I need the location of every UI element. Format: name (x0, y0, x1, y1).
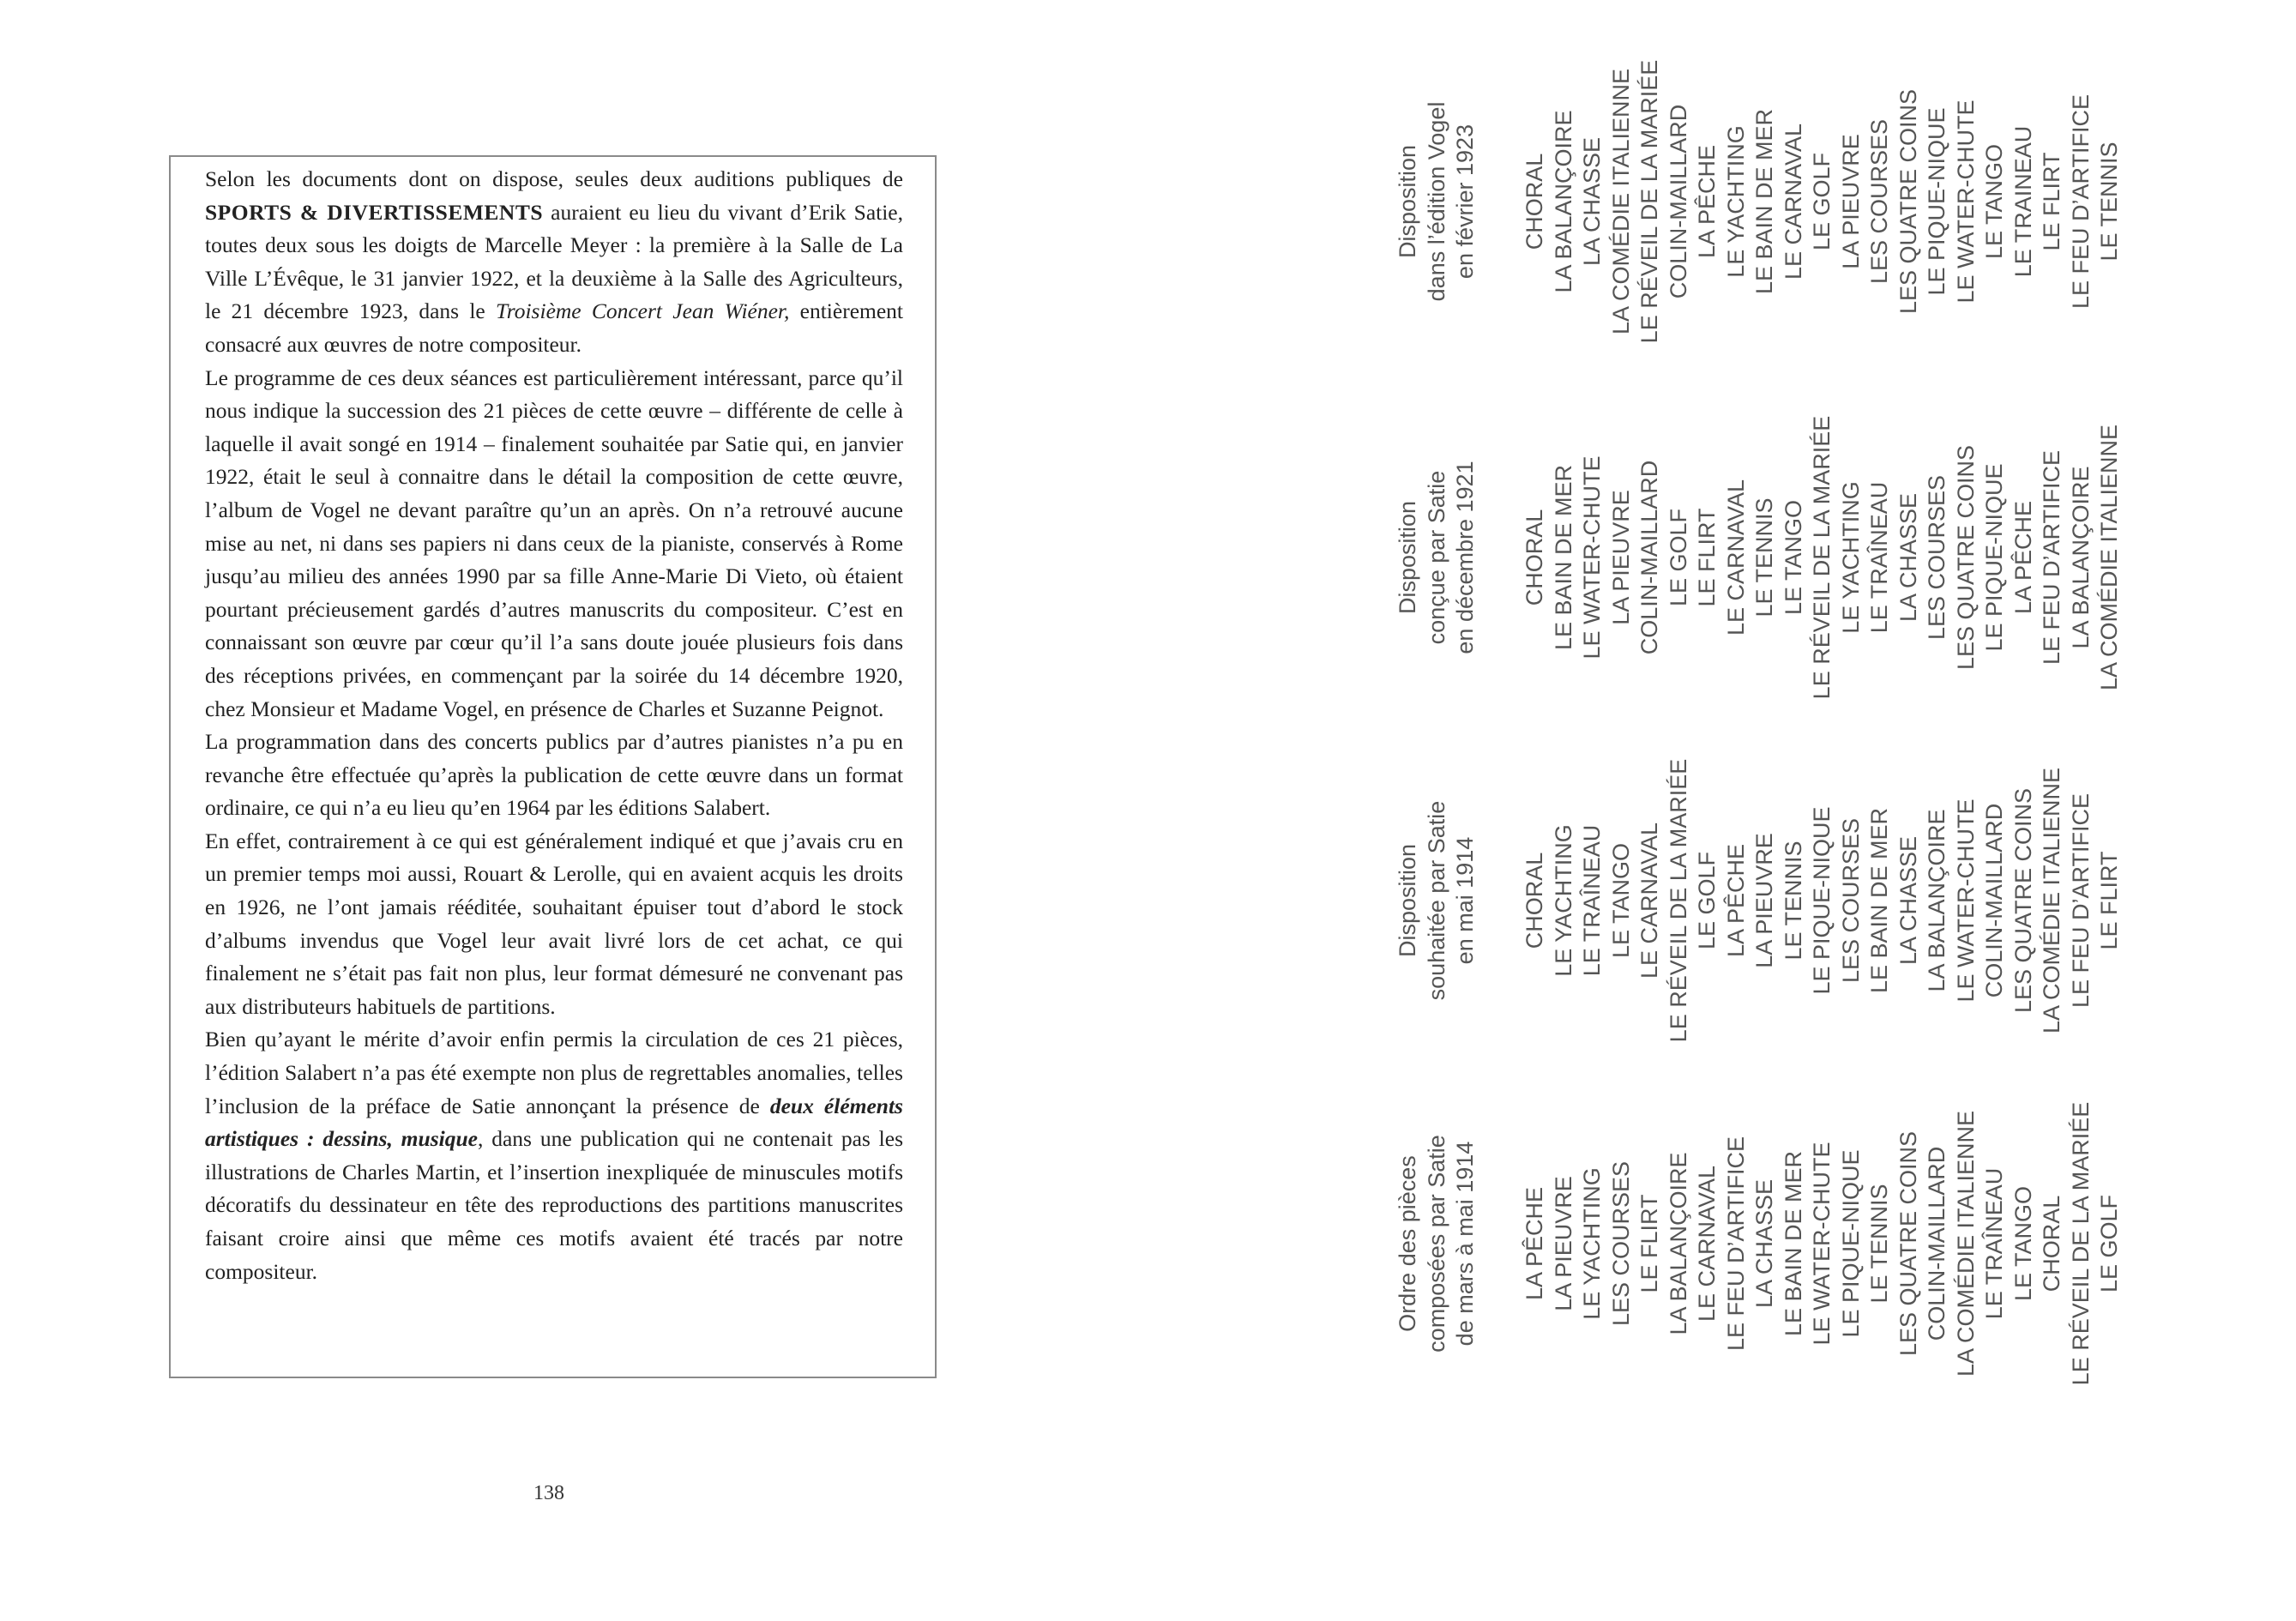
piece-title: LE WATER-CHUTE (1579, 455, 1605, 660)
column-header-line: en décembre 1921 (1452, 461, 1478, 654)
piece-title: LES COURSES (1837, 817, 1864, 984)
column-header-line: en mai 1914 (1452, 836, 1478, 965)
column-header-line: en février 1923 (1452, 124, 1478, 280)
text-run: La programmation dans des concerts publics par d’autres pianistes n’a pu en revanche être effectuée qu’après la publication de cette œuvre dans un format ordinaire, ce qui n’a eu lieu qu’en 1964 par les éditions Salabert. (205, 729, 903, 821)
piece-title: LE TENNIS (1866, 1184, 1892, 1304)
piece-title: LA BALANÇOIRE (2067, 466, 2094, 649)
piece-title: LE YACHTING (1579, 1167, 1605, 1320)
piece-title: LE TANGO (2010, 1185, 2036, 1302)
piece-title: COLIN-MAILLARD (1636, 460, 1662, 655)
piece-title: LE PIQUE-NIQUE (1924, 107, 1949, 296)
piece-title: LA PÊCHE (1694, 144, 1720, 259)
piece-title: LA PIEUVRE (1607, 490, 1634, 625)
piece-title: LE FEU D’ARTIFICE (2039, 449, 2064, 666)
piece-title: LA CHASSE (1895, 492, 1921, 623)
table-column (1394, 356, 2124, 759)
piece-title: LE RÉVEIL DE LA MARIÉE (2067, 1101, 2094, 1386)
piece-title: LE FLIRT (2039, 152, 2064, 251)
piece-list (1521, 0, 2124, 403)
piece-title: LE FEU D’ARTIFICE (2067, 792, 2094, 1009)
column-header-line: Disposition (1395, 500, 1420, 615)
piece-title: LA BALANÇOIRE (1665, 1152, 1691, 1335)
piece-title: LES QUATRE COINS (1952, 444, 1979, 671)
piece-title: LES QUATRE COINS (1895, 1130, 1921, 1357)
piece-title: LE BAIN DE MER (1780, 1150, 1806, 1337)
piece-title: LA BALANÇOIRE (1550, 110, 1576, 293)
concert-title: Troisième Concert Jean Wiéner, (495, 298, 790, 324)
piece-title: LE BAIN DE MER (1751, 108, 1777, 295)
piece-title: LA PÊCHE (2010, 500, 2036, 615)
piece-title: LE TRAÎNEAU (1866, 481, 1892, 634)
piece-list (1521, 1042, 2124, 1445)
piece-title: LE YACHTING (1550, 824, 1576, 977)
piece-title: LE YACHTING (1837, 481, 1864, 634)
piece-title: LE CARNAVAL (1722, 479, 1749, 636)
column-header (1394, 699, 1479, 1102)
column-header-line: composées par Satie (1423, 1135, 1449, 1353)
piece-title: CHORAL (1522, 509, 1547, 606)
piece-title: LE RÉVEIL DE LA MARIÉE (1809, 415, 1835, 700)
text-run: auraient eu lieu du vivant d’Erik Satie, toutes deux sous les doigts de Marcelle Meyer : la première à la Salle de La Ville L’Évêque, le 31 janvier 1922, et la deuxième à la Salle des Agriculteurs, le 21 décembre 1923, dans le (205, 199, 904, 324)
piece-title: LES COURSES (1607, 1160, 1634, 1327)
piece-title: LA CHASSE (1751, 1178, 1777, 1309)
piece-title: LE RÉVEIL DE LA MARIÉE (1665, 758, 1691, 1043)
piece-title: LE WATER-CHUTE (1809, 1142, 1835, 1346)
piece-title: LA PÊCHE (1722, 843, 1749, 958)
piece-title: LA COMÉDIE ITALIENNE (1952, 1110, 1979, 1377)
piece-title: LE PIQUE-NIQUE (1837, 1149, 1864, 1338)
piece-title: LES QUATRE COINS (2010, 787, 2036, 1014)
piece-title: LE CARNAVAL (1780, 123, 1806, 280)
paragraph (205, 163, 903, 362)
piece-title: LE GOLF (2096, 1194, 2122, 1293)
piece-title: LE FEU D’ARTIFICE (2067, 93, 2094, 310)
paragraph (205, 362, 903, 726)
piece-title: LE TRAÎNEAU (1981, 1167, 2007, 1320)
column-header (1394, 0, 1479, 403)
text-run: En effet, contrairement à ce qui est généralement indiqué et que j’avais cru en un premier temps moi aussi, Rouart & Lerolle, qui en avaient acquis les droits en 1926, ne l’ont jamais rééditée, souhaitant épuiser tout d’abord le stock d’albums invendus que Vogel leur avait livré lors de cet achat, ce qui finalement ne s’était pas fait non plus, leur format démesuré ne convenant pas aux distributeurs habituels de partitions. (205, 828, 903, 1019)
piece-title: LA COMÉDIE ITALIENNE (2039, 767, 2064, 1034)
column-header-line: Disposition (1395, 843, 1420, 958)
table-column (1394, 1042, 2124, 1445)
page-number: 138 (533, 1482, 564, 1504)
piece-title: LE BAIN DE MER (1550, 464, 1576, 651)
piece-title: LE BAIN DE MER (1866, 807, 1892, 994)
text-box (169, 155, 937, 1378)
piece-title: LA BALANÇOIRE (1924, 809, 1949, 992)
table-column (1394, 0, 2124, 403)
piece-title: LE WATER-CHUTE (1952, 798, 1979, 1003)
piece-title: COLIN-MAILLARD (1665, 104, 1691, 299)
emphasis-quote: deux éléments artistiques : dessins, musique (205, 1093, 903, 1152)
column-header-line: Disposition (1395, 144, 1420, 259)
piece-title: CHORAL (2039, 1195, 2064, 1293)
piece-title: LE TANGO (1981, 143, 2007, 260)
pieces-order-table (1394, 0, 2286, 1441)
piece-title: LE TANGO (1607, 842, 1634, 959)
piece-title: LE TRAINEAU (2010, 125, 2036, 278)
piece-title: LE CARNAVAL (1636, 822, 1662, 979)
piece-title: LA COMÉDIE ITALIENNE (1607, 68, 1634, 335)
piece-title: LE TRAÎNEAU (1579, 824, 1605, 977)
piece-title: LA PÊCHE (1522, 1186, 1547, 1301)
work-title: SPORTS & DIVERTISSEMENTS (205, 199, 544, 225)
piece-title: LE PIQUE-NIQUE (1809, 806, 1835, 995)
column-header-line: de mars à mai 1914 (1452, 1141, 1478, 1347)
piece-title: CHORAL (1522, 153, 1547, 250)
column-header-line: Ordre des pièces (1395, 1155, 1420, 1332)
piece-title: LES QUATRE COINS (1895, 88, 1921, 315)
column-header-line: souhaitée par Satie (1423, 800, 1449, 1001)
piece-title: LE RÉVEIL DE LA MARIÉE (1636, 59, 1662, 344)
piece-title: LE PIQUE-NIQUE (1981, 463, 2007, 652)
text-run: Selon les documents dont on dispose, seules deux auditions publiques de (205, 166, 903, 191)
paragraph (205, 825, 903, 1024)
piece-title: LA COMÉDIE ITALIENNE (2096, 424, 2122, 691)
piece-title: LA CHASSE (1579, 136, 1605, 267)
piece-title: LE FLIRT (2096, 851, 2122, 950)
column-header (1394, 356, 1479, 759)
piece-title: LE YACHTING (1722, 125, 1749, 278)
text-run: Le programme de ces deux séances est particulièrement intéressant, parce qu’il nous indique la succession des 21 pièces de cette œuvre – différente de celle à laquelle il avait songé en 1914 – finalement souhaitée par Satie qui, en janvier 1922, était le seul à connaitre dans le détail la composition de cette œuvre, l’album de Vogel ne devant paraître qu’un an après. On n’a retrouvé aucune mise au net, ni dans ses papiers ni dans ceux de la pianiste, conservés à Rome jusqu’au milieu des années 1990 par sa fille Anne-Marie Di Vieto, où étaient pourtant précieusement gardés d’autres manuscrits du compositeur. C’est en connaissant son œuvre par cœur qu’il l’a sans doute jouée plusieurs fois dans des réceptions privées, en commençant par la soirée du 14 décembre 1920, chez Monsieur et Madame Vogel, en présence de Charles et Suzanne Peignot. (205, 365, 903, 721)
piece-title: LA PIEUVRE (1550, 1176, 1576, 1311)
piece-list (1521, 699, 2124, 1102)
piece-title: LE GOLF (1665, 508, 1691, 607)
piece-list (1521, 356, 2124, 759)
piece-title: LE TENNIS (1751, 497, 1777, 618)
piece-title: LES COURSES (1924, 474, 1949, 641)
column-header-line: dans l’édition Vogel (1423, 101, 1449, 302)
text-run: entièrement consacré aux œuvres de notre compositeur. (205, 298, 903, 357)
piece-title: LE TENNIS (1780, 841, 1806, 961)
piece-title: COLIN-MAILLARD (1924, 1146, 1949, 1341)
piece-title: LE GOLF (1809, 152, 1835, 251)
piece-title: LA PIEUVRE (1751, 833, 1777, 968)
piece-title: LE TENNIS (2096, 142, 2122, 262)
piece-title: COLIN-MAILLARD (1981, 803, 2007, 998)
paragraph (205, 1023, 903, 1288)
piece-title: LA CHASSE (1895, 835, 1921, 966)
text-run: Bien qu’ayant le mérite d’avoir enfin permis la circulation de ces 21 pièces, l’édition Salabert n’a pas été exempte non plus de regrettables anomalies, telles l’inclusion de la préface de Satie annonçant la présence de (205, 1027, 903, 1118)
text-run: , dans une publication qui ne contenait pas les illustrations de Charles Martin, et l’insertion inexpliquée de minuscules motifs décoratifs du dessinateur en tête des reproductions des partitions manuscrites faisant croire ainsi que même ces motifs avaient été tracés par notre compositeur. (205, 1126, 904, 1284)
column-header-line: conçue par Satie (1423, 470, 1449, 645)
piece-title: LE GOLF (1694, 851, 1720, 950)
column-header (1394, 1042, 1479, 1445)
piece-title: LE FEU D’ARTIFICE (1722, 1136, 1749, 1352)
paragraph (205, 726, 903, 825)
piece-title: CHORAL (1522, 852, 1547, 949)
piece-title: LA PIEUVRE (1837, 134, 1864, 269)
piece-title: LE TANGO (1780, 499, 1806, 616)
piece-title: LE WATER-CHUTE (1952, 99, 1979, 304)
piece-title: LE FLIRT (1636, 1194, 1662, 1293)
piece-title: LE CARNAVAL (1694, 1165, 1720, 1323)
piece-title: LE FLIRT (1694, 508, 1720, 607)
table-column (1394, 699, 2124, 1102)
piece-title: LES COURSES (1866, 118, 1892, 285)
